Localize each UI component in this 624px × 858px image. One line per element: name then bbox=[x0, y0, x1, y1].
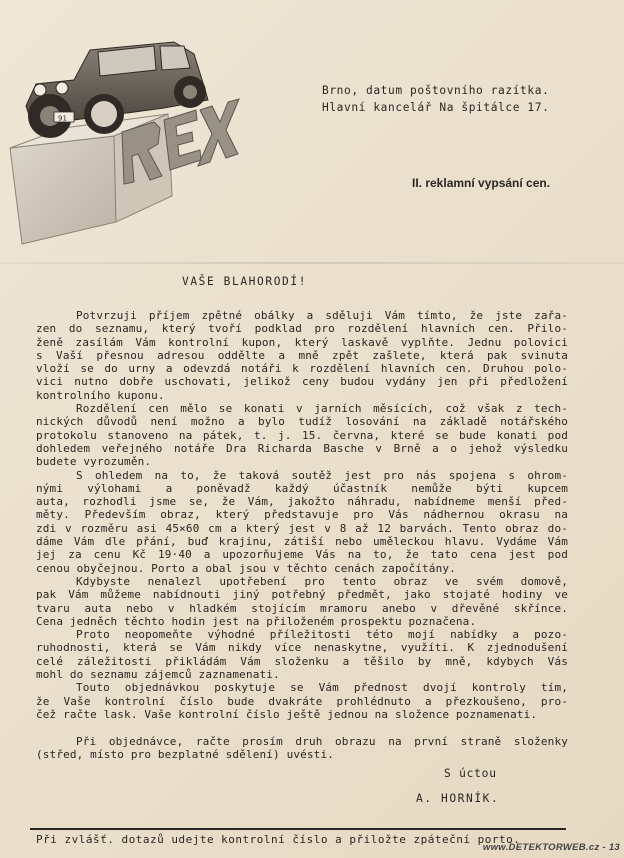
rex-car-logo bbox=[4, 36, 240, 256]
signature: A. HORNÍK. bbox=[416, 792, 500, 805]
address-line-1: Brno, datum poštovního razítka. bbox=[322, 84, 550, 97]
body-line: vici nutno dobře uschovati, jelikož ceny budou vydány jen při předložení bbox=[36, 375, 568, 389]
body-line: vloží se do urny a odevzdá notáři k rozdělení hlavních cen. Druhou polo- bbox=[36, 362, 568, 376]
body-line: zdi v rozměru asi 45×60 cm a který jest v 8 až 12 barvách. Tento obraz do- bbox=[36, 521, 568, 535]
body-line: zen do seznamu, který tvoří podklad pro rozdělení hlavních cen. Přilo- bbox=[36, 322, 568, 336]
body-line: budete vyrozuměn. bbox=[36, 455, 152, 469]
body-line: Potvrzuji příjem zpětné obálky a sděluji Vám tímto, že jste zařa- bbox=[76, 309, 568, 322]
body-line: kontrolního kuponu. bbox=[36, 388, 165, 402]
body-line: mohl do seznamu zájemců zaznamenati. bbox=[36, 668, 280, 682]
body-line: Touto objednávkou poskytuje se Vám přednost dvojí kontroly tím, bbox=[76, 681, 568, 695]
footer-note: Při zvlášť. dotazů udejte kontrolní číslo a přiložte zpáteční porto. bbox=[36, 833, 521, 846]
body-line: dohledem veřejného notáře Dra Richarda Basche v Brně a o jehož výsledku bbox=[36, 441, 568, 455]
body-line: nických důvodů není možno a bylo tudíž losování na základě notářského bbox=[36, 415, 568, 429]
body-line: tvaru auta nebo v hladkém stojícím mramoru anebo v dřevěné skřínce. bbox=[36, 601, 568, 615]
body-line: Cena jedněch těchto hodin jest na přiloženém prospektu poznačena. bbox=[36, 614, 477, 628]
logo-text: REX bbox=[4, 36, 6, 37]
body-line: auta, rozhodli jsme se, že Vám, jakožto náhradu, nabídneme menší před- bbox=[36, 495, 568, 509]
body-line: pak Vám můžeme nabídnouti jiný potřebný předmět, jako stojaté hodiny ve bbox=[36, 588, 568, 602]
body-line: měty. Především obraz, který představuje pro Vás nádhernou okrasu na bbox=[36, 508, 568, 522]
body-line: nými výlohami a poněvadž každý účastník nemůže býti kupcem bbox=[36, 481, 568, 495]
body-line: že Vaše kontrolní číslo bude dvakráte prohlédnuto a přezkoušeno, pro- bbox=[36, 694, 568, 708]
footer-rule bbox=[30, 828, 566, 830]
body-line: S ohledem na to, že taková soutěž jest pro nás spojena s ohrom- bbox=[76, 468, 568, 482]
body-line: cenou obyčejnou. Porto a obal jsou v těchto cenách započítány. bbox=[36, 561, 456, 575]
salutation: VAŠE BLAHORODÍ! bbox=[182, 275, 308, 288]
letter-body bbox=[36, 309, 568, 761]
body-line: Proto neopomeňte výhodné příležitosti této mojí nabídky a pozo- bbox=[76, 628, 568, 642]
body-line: čež račte lask. Vaše kontrolní číslo ještě jednou na složence poznamenati. bbox=[36, 707, 538, 721]
body-line: dáme Vám dle přání, buď krajinu, zátiší nebo uměleckou hlavu. Vydáme Vám bbox=[36, 535, 568, 549]
body-line: protokolu stanoveno na pátek, t. j. 15. června, které se bude konati pod bbox=[36, 428, 568, 442]
body-line: ženě zasílám Vám kontrolní kupon, který laskavě vyplňte. Jednu polovici bbox=[36, 335, 568, 349]
paper-fold bbox=[0, 262, 624, 264]
letter-heading: II. reklamní vypsání cen. bbox=[412, 176, 551, 190]
closing: S úctou bbox=[444, 767, 497, 780]
body-line: ruhodnosti, která se Vám nikdy více nenaskytne, využíti. K zjednodušení bbox=[36, 641, 568, 655]
address-line-2: Hlavní kancelář Na špitálce 17. bbox=[322, 101, 550, 114]
body-line: Při objednávce, račte prosím druh obrazu na první straně složenky bbox=[76, 734, 568, 748]
watermark: www.DETEKTORWEB.cz - 13 bbox=[482, 842, 620, 853]
body-line: jej za cenu Kč 19·40 a upozorňujeme Vás na to, že tato cena jest pod bbox=[36, 548, 568, 562]
body-line: Kdybyste nenalezl upotřebení pro tento obraz ve svém domově, bbox=[76, 574, 568, 588]
body-line bbox=[36, 721, 568, 734]
body-line: celé záležitosti přikládám Vám složenku a těšilo by mně, kdybych Vás bbox=[36, 654, 568, 668]
body-line: (střed, místo pro bezplatné sdělení) uvésti. bbox=[36, 747, 334, 761]
body-line: s Vaší přesnou adresou oddělte a mně zpět zašlete, která pak svinuta bbox=[36, 348, 568, 362]
license-plate-text: 91 bbox=[58, 114, 67, 123]
body-line: Rozdělení cen mělo se konati v jarních měsících, což však z tech- bbox=[76, 402, 568, 416]
